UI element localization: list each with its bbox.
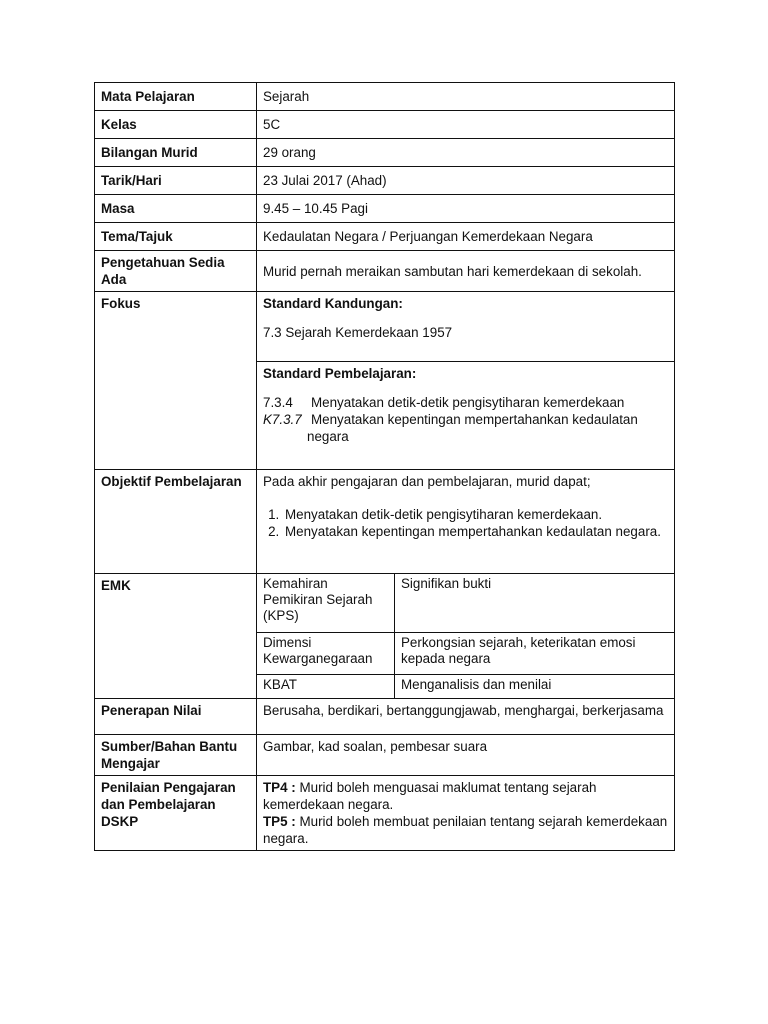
- row-pengetahuan-sedia-ada: [95, 251, 675, 292]
- value-kelas: 5C: [257, 111, 675, 139]
- label-masa: Masa: [95, 195, 257, 223]
- standard-pembelajaran-heading: Standard Pembelajaran:: [263, 366, 417, 381]
- sp-item-2: [263, 411, 668, 428]
- objektif-cell: [257, 470, 675, 574]
- row-objektif: [95, 470, 675, 574]
- sp-item-1: [263, 394, 668, 411]
- label-kelas: Kelas: [95, 111, 257, 139]
- value-pengetahuan-sedia-ada: Murid pernah meraikan sambutan hari kemerdekaan di sekolah.: [257, 251, 675, 292]
- sp-item-1-text: Menyatakan detik-detik pengisytiharan kemerdekaan: [311, 395, 625, 410]
- objektif-list: [263, 506, 668, 540]
- row-emk: [95, 574, 675, 699]
- row-masa: [95, 195, 675, 223]
- value-sumber: Gambar, kad soalan, pembesar suara: [257, 735, 675, 776]
- emk-key-kbat: KBAT: [257, 674, 395, 698]
- emk-value-kbat: Menganalisis dan menilai: [401, 676, 552, 692]
- sp-item-2-cont: negara: [307, 429, 349, 444]
- tp4-line: [263, 779, 668, 813]
- label-pengetahuan-sedia-ada: Pengetahuan Sedia Ada: [95, 251, 257, 292]
- emk-value-dimensi: Perkongsian sejarah, keterikatan emosi kepada negara: [395, 632, 675, 674]
- standard-kandungan-cell: [257, 292, 675, 362]
- tp5-text: Murid boleh membuat penilaian tentang sejarah kemerdekaan negara.: [263, 814, 668, 846]
- value-mata-pelajaran: Sejarah: [257, 83, 675, 111]
- label-tema-tajuk: Tema/Tajuk: [95, 223, 257, 251]
- sp-item-2-text: Menyatakan kepentingan mempertahankan kedaulatan: [311, 412, 638, 427]
- standard-pembelajaran-cell: [257, 362, 675, 470]
- emk-key-kps: Kemahiran Pemikiran Sejarah (KPS): [257, 574, 395, 632]
- tp5-line: [263, 813, 668, 847]
- emk-table: [257, 574, 674, 698]
- value-penerapan-nilai: Berusaha, berdikari, bertanggungjawab, menghargai, berkerjasama: [257, 699, 675, 735]
- standard-kandungan-heading: Standard Kandungan:: [263, 296, 403, 311]
- row-kelas: [95, 111, 675, 139]
- label-sumber: Sumber/Bahan Bantu Mengajar: [95, 735, 257, 776]
- value-bilangan-murid: 29 orang: [257, 139, 675, 167]
- tp4-text: Murid boleh menguasai maklumat tentang sejarah kemerdekaan negara.: [263, 780, 597, 812]
- emk-cell: [257, 574, 675, 699]
- label-objektif: Objektif Pembelajaran: [95, 470, 257, 574]
- tp4-code: TP4 :: [263, 780, 296, 795]
- label-tarikh-hari: Tarik/Hari: [95, 167, 257, 195]
- tp5-code: TP5 :: [263, 814, 296, 829]
- value-masa: 9.45 – 10.45 Pagi: [257, 195, 675, 223]
- label-bilangan-murid: Bilangan Murid: [95, 139, 257, 167]
- lesson-plan-table: [94, 82, 675, 851]
- row-sumber: [95, 735, 675, 776]
- row-tarikh-hari: [95, 167, 675, 195]
- row-mata-pelajaran: [95, 83, 675, 111]
- label-fokus: Fokus: [95, 292, 257, 470]
- sp-item-1-code: 7.3.4: [263, 395, 293, 410]
- emk-row-dimensi: [257, 632, 674, 674]
- label-emk: EMK: [95, 574, 257, 699]
- objektif-item-1: 1. Menyatakan detik-detik pengisytiharan kemerdekaan.: [283, 506, 668, 523]
- emk-key-dimensi: Dimensi Kewarganegaraan: [257, 632, 395, 674]
- emk-row-kbat: [257, 674, 674, 698]
- row-bilangan-murid: [95, 139, 675, 167]
- row-tema-tajuk: [95, 223, 675, 251]
- value-tema-tajuk: Kedaulatan Negara / Perjuangan Kemerdekaan Negara: [257, 223, 675, 251]
- label-penerapan-nilai: Penerapan Nilai: [95, 699, 257, 735]
- lesson-plan-document: [94, 82, 674, 851]
- row-penilaian: [95, 776, 675, 851]
- label-mata-pelajaran: Mata Pelajaran: [95, 83, 257, 111]
- emk-row-kps: [257, 574, 674, 632]
- objektif-intro: Pada akhir pengajaran dan pembelajaran, murid dapat;: [263, 474, 591, 489]
- value-tarikh-hari: 23 Julai 2017 (Ahad): [257, 167, 675, 195]
- label-penilaian: Penilaian Pengajaran dan Pembelajaran DSKP: [95, 776, 257, 851]
- row-fokus-kandungan: [95, 292, 675, 362]
- objektif-item-2: 2. Menyatakan kepentingan mempertahankan kedaulatan negara.: [283, 523, 668, 540]
- penilaian-cell: [257, 776, 675, 851]
- row-penerapan-nilai: [95, 699, 675, 735]
- emk-value-kps: Signifikan bukti: [395, 574, 675, 632]
- standard-kandungan-value: 7.3 Sejarah Kemerdekaan 1957: [263, 325, 453, 340]
- sp-item-2-code: K7.3.7: [263, 412, 302, 427]
